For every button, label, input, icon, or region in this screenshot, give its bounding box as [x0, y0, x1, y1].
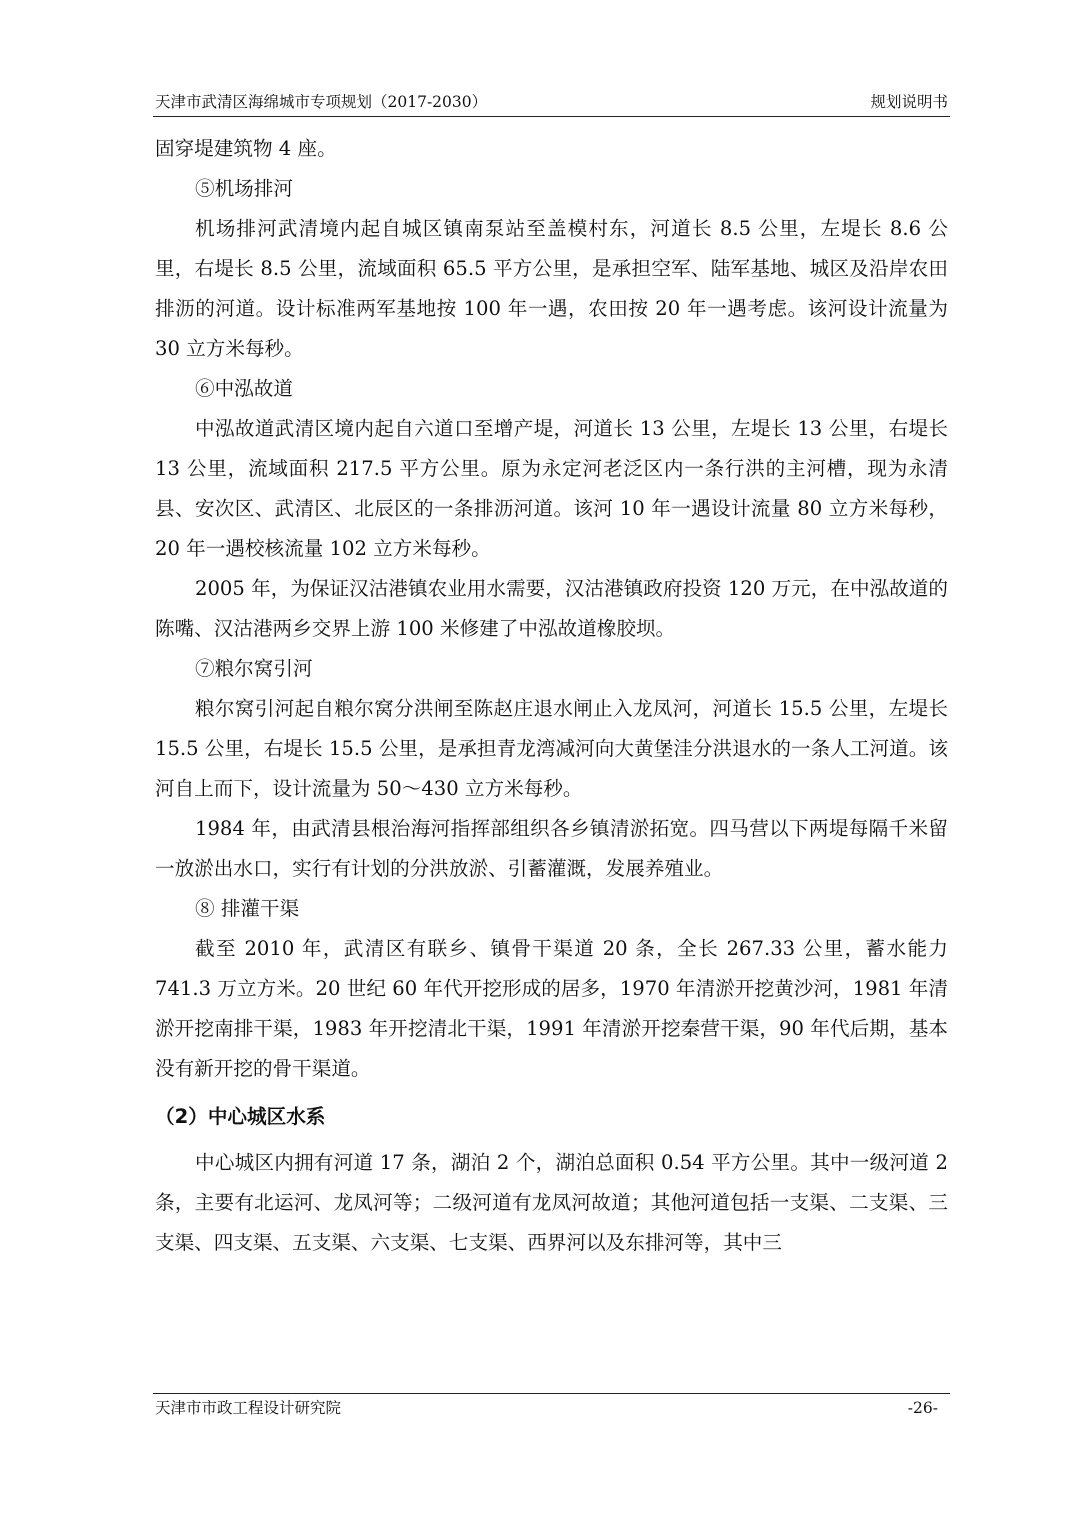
page-number: -26-: [907, 1399, 938, 1417]
document-type: 规划说明书: [870, 93, 948, 111]
paragraph: 中泓故道武清区境内起自六道口至增产堤，河道长 13 公里，左堤长 13 公里，右堤长 13 公里，流域面积 217.5 平方公里。原为永定河老泛区内一条行洪的主河槽，现为永清县、安次区、武清区、北辰区的一条排沥河道。该河 10 年一遇设计流量 80 立方米每秒，20 年一遇校核流量 102 立方米每秒。: [155, 417, 948, 560]
paragraph: 中心城区内拥有河道 17 条，湖泊 2 个，湖泊总面积 0.54 平方公里。其中一级河道 2 条，主要有北运河、龙凤河等；二级河道有龙凤河故道；其他河道包括一支渠、二支渠、三支渠、四支渠、五支渠、六支渠、七支渠、西界河以及东排河等，其中三: [155, 1151, 948, 1254]
subsection-heading-7: ⑦粮尔窝引河: [195, 657, 313, 680]
footer-divider: [153, 1393, 950, 1394]
page-body: [155, 129, 948, 1263]
subsection-heading-6: ⑥中泓故道: [195, 377, 293, 400]
paragraph: 1984 年，由武清县根治海河指挥部组织各乡镇清淤拓宽。四马营以下两堤每隔千米留一放淤出水口，实行有计划的分洪放淤、引蓄灌溉，发展养殖业。: [155, 817, 948, 880]
paragraph: 机场排河武清境内起自城区镇南泵站至盖模村东，河道长 8.5 公里，左堤长 8.6 公里，右堤长 8.5 公里，流域面积 65.5 平方公里，是承担空军、陆军基地、城区及沿岸农田排沥的河道。设计标准两军基地按 100 年一遇，农田按 20 年一遇考虑。该河设计流量为 30 立方米每秒。: [155, 217, 948, 360]
document-title: 天津市武清区海绵城市专项规划（2017-2030）: [155, 93, 488, 111]
paragraph: 2005 年，为保证汉沽港镇农业用水需要，汉沽港镇政府投资 120 万元，在中泓故道的陈嘴、汉沽港两乡交界上游 100 米修建了中泓故道橡胶坝。: [155, 577, 948, 640]
subsection-heading-5: ⑤机场排河: [195, 177, 293, 200]
paragraph: 截至 2010 年，武清区有联乡、镇骨干渠道 20 条，全长 267.33 公里，蓄水能力 741.3 万立方米。20 世纪 60 年代开挖形成的居多，1970 年清淤开挖黄沙河，1981 年清淤开挖南排干渠，1983 年开挖清北干渠，1991 年清淤开挖秦营干渠，90 年代后期，基本没有新开挖的骨干渠道。: [155, 937, 948, 1080]
organization-name: 天津市市政工程设计研究院: [155, 1399, 342, 1417]
paragraph-continuation: 固穿堤建筑物 4 座。: [155, 137, 337, 160]
header-divider: [153, 116, 950, 117]
subsection-heading-8: ⑧ 排灌干渠: [195, 897, 300, 920]
paragraph: 粮尔窝引河起自粮尔窝分洪闸至陈赵庄退水闸止入龙凤河，河道长 15.5 公里，左堤长 15.5 公里，右堤长 15.5 公里，是承担青龙湾减河向大黄堡洼分洪退水的一条人工河道。该河自上而下，设计流量为 50～430 立方米每秒。: [155, 697, 948, 800]
section-heading: （2）中心城区水系: [155, 1105, 326, 1128]
